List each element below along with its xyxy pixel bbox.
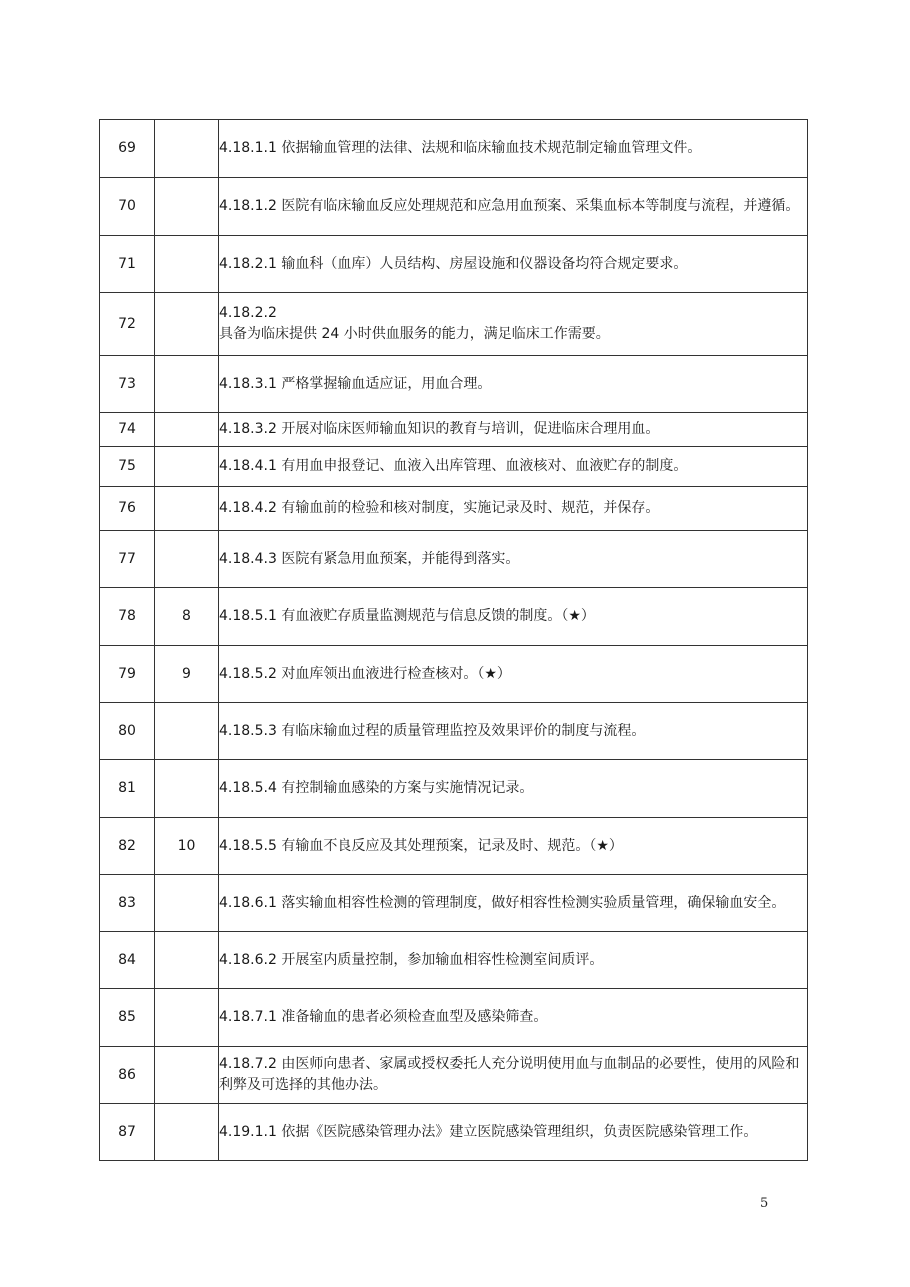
- row-number: 71: [100, 236, 155, 293]
- standard-text: 4.18.2.2 具备为临床提供 24 小时供血服务的能力，满足临床工作需要。: [219, 293, 808, 356]
- standard-text: 4.18.6.1 落实输血相容性检测的管理制度，做好相容性检测实验质量管理，确保输血安全。: [219, 875, 808, 932]
- table-row: [100, 1104, 808, 1161]
- key-item-number: [155, 703, 219, 760]
- standard-text: 4.18.7.1 准备输血的患者必须检查血型及感染筛查。: [219, 989, 808, 1047]
- row-number: 81: [100, 760, 155, 818]
- table-row: [100, 932, 808, 989]
- table-row: [100, 356, 808, 413]
- key-item-number: [155, 1047, 219, 1104]
- table-row: [100, 413, 808, 447]
- key-item-number: [155, 487, 219, 531]
- key-item-number: 8: [155, 588, 219, 646]
- standard-text: 4.18.5.5 有输血不良反应及其处理预案，记录及时、规范。（★）: [219, 818, 808, 875]
- row-number: 85: [100, 989, 155, 1047]
- table-row: [100, 236, 808, 293]
- row-number: 69: [100, 120, 155, 178]
- key-item-number: [155, 178, 219, 236]
- key-item-number: [155, 236, 219, 293]
- row-number: 77: [100, 531, 155, 588]
- row-number: 76: [100, 487, 155, 531]
- key-item-number: [155, 447, 219, 487]
- standard-text: 4.18.1.2 医院有临床输血反应处理规范和应急用血预案、采集血标本等制度与流程，并遵循。: [219, 178, 808, 236]
- table-row: [100, 487, 808, 531]
- row-number: 72: [100, 293, 155, 356]
- standard-text: 4.18.2.1 输血科（血库）人员结构、房屋设施和仪器设备均符合规定要求。: [219, 236, 808, 293]
- row-number: 87: [100, 1104, 155, 1161]
- table-row: [100, 588, 808, 646]
- standard-text: 4.18.4.2 有输血前的检验和核对制度，实施记录及时、规范，并保存。: [219, 487, 808, 531]
- table-row: [100, 818, 808, 875]
- row-number: 80: [100, 703, 155, 760]
- key-item-number: 9: [155, 646, 219, 703]
- key-item-number: [155, 413, 219, 447]
- key-item-number: [155, 120, 219, 178]
- table-row: [100, 989, 808, 1047]
- key-item-number: [155, 760, 219, 818]
- row-number: 78: [100, 588, 155, 646]
- standard-text: 4.18.5.1 有血液贮存质量监测规范与信息反馈的制度。（★）: [219, 588, 808, 646]
- table-row: [100, 646, 808, 703]
- row-number: 82: [100, 818, 155, 875]
- standard-text: 4.18.3.1 严格掌握输血适应证，用血合理。: [219, 356, 808, 413]
- row-number: 70: [100, 178, 155, 236]
- table-row: [100, 703, 808, 760]
- row-number: 79: [100, 646, 155, 703]
- key-item-number: [155, 1104, 219, 1161]
- standard-text: 4.18.7.2 由医师向患者、家属或授权委托人充分说明使用血与血制品的必要性，使用的风险和利弊及可选择的其他办法。: [219, 1047, 808, 1104]
- standards-table: [99, 119, 808, 1161]
- standards-table-body: [100, 120, 808, 1161]
- standard-text: 4.18.1.1 依据输血管理的法律、法规和临床输血技术规范制定输血管理文件。: [219, 120, 808, 178]
- row-number: 74: [100, 413, 155, 447]
- table-row: [100, 447, 808, 487]
- key-item-number: [155, 531, 219, 588]
- row-number: 83: [100, 875, 155, 932]
- standard-text: 4.18.5.3 有临床输血过程的质量管理监控及效果评价的制度与流程。: [219, 703, 808, 760]
- standard-text: 4.19.1.1 依据《医院感染管理办法》建立医院感染管理组织，负责医院感染管理工作。: [219, 1104, 808, 1161]
- table-row: [100, 178, 808, 236]
- table-row: [100, 760, 808, 818]
- standard-text: 4.18.5.4 有控制输血感染的方案与实施情况记录。: [219, 760, 808, 818]
- key-item-number: [155, 356, 219, 413]
- key-item-number: [155, 989, 219, 1047]
- table-row: [100, 293, 808, 356]
- standard-text: 4.18.3.2 开展对临床医师输血知识的教育与培训，促进临床合理用血。: [219, 413, 808, 447]
- row-number: 86: [100, 1047, 155, 1104]
- standard-text: 4.18.6.2 开展室内质量控制，参加输血相容性检测室间质评。: [219, 932, 808, 989]
- table-row: [100, 531, 808, 588]
- key-item-number: [155, 875, 219, 932]
- row-number: 84: [100, 932, 155, 989]
- table-row: [100, 1047, 808, 1104]
- standard-text: 4.18.4.3 医院有紧急用血预案，并能得到落实。: [219, 531, 808, 588]
- standard-text: 4.18.4.1 有用血申报登记、血液入出库管理、血液核对、血液贮存的制度。: [219, 447, 808, 487]
- table-row: [100, 875, 808, 932]
- key-item-number: 10: [155, 818, 219, 875]
- standard-text: 4.18.5.2 对血库领出血液进行检查核对。（★）: [219, 646, 808, 703]
- row-number: 73: [100, 356, 155, 413]
- page-number: 5: [760, 1196, 769, 1211]
- key-item-number: [155, 932, 219, 989]
- table-row: [100, 120, 808, 178]
- key-item-number: [155, 293, 219, 356]
- row-number: 75: [100, 447, 155, 487]
